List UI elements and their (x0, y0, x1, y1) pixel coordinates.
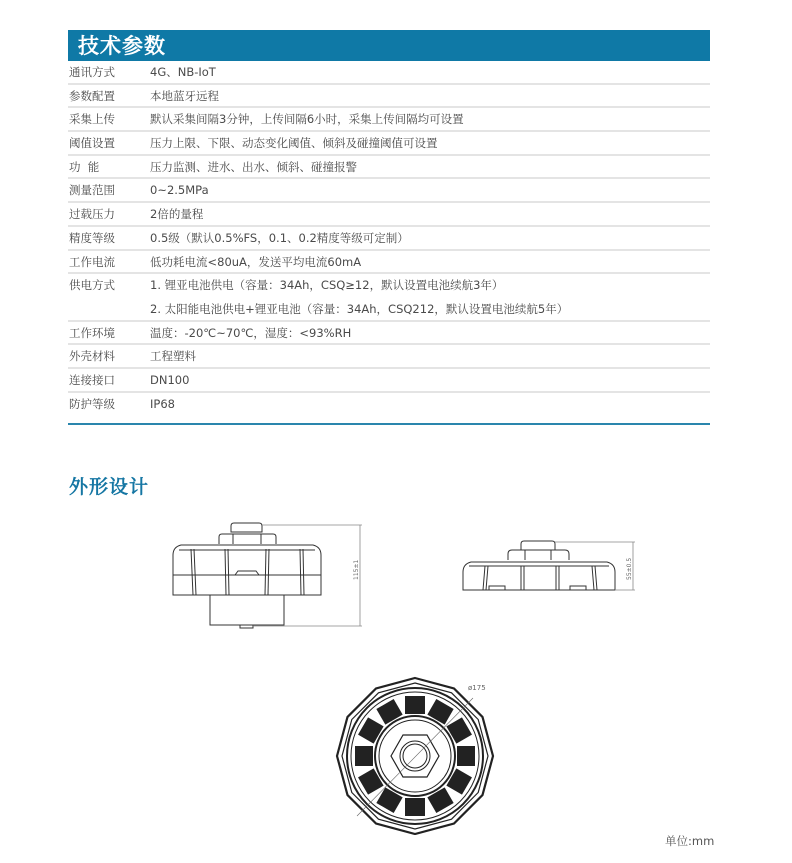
spec-value: DN100 (150, 372, 190, 387)
spec-section-header (68, 30, 710, 61)
spec-label: 采集上传 (69, 112, 115, 127)
design-section-title: 外形设计 (69, 476, 150, 498)
top-view-drawing (330, 670, 500, 835)
spec-row (68, 203, 710, 227)
spec-row (68, 108, 710, 132)
spec-value: 工程塑料 (150, 349, 196, 364)
side-height-label: 55±0.5 (626, 557, 633, 580)
spec-label: 外壳材料 (69, 349, 115, 364)
spec-value: 2. 太阳能电池供电+锂亚电池（容量：34Ah，CSQ212，默认设置电池续航5年） (150, 301, 569, 316)
spec-row (68, 85, 710, 109)
spec-row (68, 393, 710, 417)
spec-value: 温度：-20℃~70℃，湿度：<93%RH (150, 325, 352, 340)
spec-value: 4G、NB-IoT (150, 65, 216, 79)
spec-value: 0.5级（默认0.5%FS，0.1、0.2精度等级可定制） (150, 230, 409, 245)
spec-value: 2倍的量程 (150, 207, 204, 222)
front-height-label: 115±1 (353, 559, 360, 580)
spec-label: 通讯方式 (69, 65, 115, 79)
spec-row (68, 61, 710, 85)
spec-value: 压力监测、进水、出水、倾斜、碰撞报警 (150, 159, 357, 174)
spec-row (68, 132, 710, 156)
unit-label: 单位:mm (665, 834, 715, 848)
spec-label: 过载压力 (69, 207, 115, 222)
spec-row (68, 179, 710, 203)
top-diameter-label: ø175 (468, 684, 486, 692)
spec-value: 0~2.5MPa (150, 183, 209, 198)
spec-label: 参数配置 (69, 88, 115, 103)
spec-label: 工作电流 (69, 254, 115, 269)
spec-row (68, 251, 710, 275)
side-view-drawing (455, 530, 645, 600)
spec-label: 精度等级 (69, 230, 115, 245)
spec-row (68, 345, 710, 369)
spec-value: IP68 (150, 396, 175, 411)
spec-table-bottom-rule (68, 423, 710, 425)
spec-label: 防护等级 (69, 396, 115, 411)
front-view-drawing (165, 515, 375, 640)
spec-label: 工作环境 (69, 325, 115, 340)
spec-label: 测量范围 (69, 183, 115, 198)
spec-value: 默认采集间隔3分钟，上传间隔6小时，采集上传间隔均可设置 (150, 112, 464, 127)
spec-label: 功 能 (69, 159, 100, 174)
spec-row (68, 227, 710, 251)
spec-value: 低功耗电流<80uA，发送平均电流60mA (150, 254, 362, 269)
spec-value: 本地蓝牙远程 (150, 88, 219, 103)
spec-section-title: 技术参数 (78, 34, 166, 58)
spec-value: 压力上限、下限、动态变化阈值、倾斜及碰撞阈值可设置 (150, 136, 438, 151)
spec-row (68, 322, 710, 346)
spec-row (68, 156, 710, 180)
spec-label: 连接接口 (69, 372, 115, 387)
spec-table (68, 61, 710, 416)
spec-label: 供电方式 (69, 278, 115, 293)
spec-label: 阈值设置 (69, 136, 115, 151)
spec-row (68, 274, 710, 321)
spec-row (68, 369, 710, 393)
spec-value: 1. 锂亚电池供电（容量：34Ah，CSQ≥12，默认设置电池续航3年） (150, 278, 504, 293)
